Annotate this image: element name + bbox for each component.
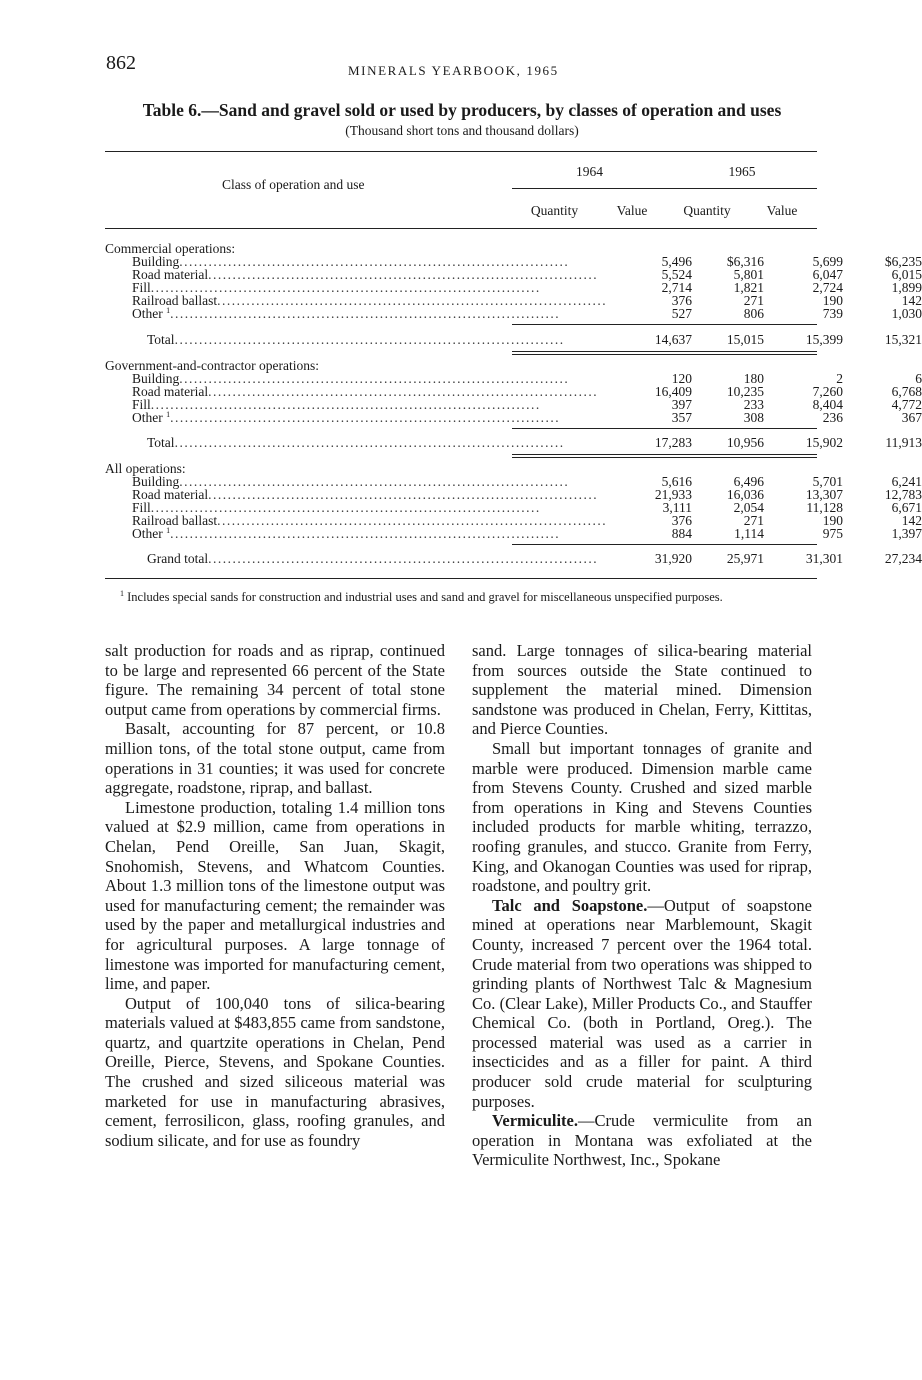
stub-header: Class of operation and use <box>222 177 365 192</box>
total-row: Total................................................................................ 17,283 10,956 15,902 11,913 <box>147 435 922 450</box>
paragraph: Basalt, accounting for 87 percent, or 10.8 million tons, of the total stone output, came from operations in 31 counties; it was used for concrete aggregate, roadstone, riprap, and ballast. <box>105 719 445 798</box>
col-header-quantity-1965: Quantity <box>683 203 731 218</box>
page-number: 862 <box>106 52 136 74</box>
paragraph: Output of 100,040 tons of silica-bearing materials valued at $483,855 came from sandstone, quartz, and quartzite operations in Chelan, Pend Oreille, Pierce, Stevens, and Spokane Counties. The crushed and sized siliceous material was marketed for use in manufacturing abrasives, cement, ferrosilicon, glass, roofing granules, and sodium silicate, and for use as foundry <box>105 993 445 1150</box>
paragraph: Small but important tonnages of granite and marble were produced. Dimension marble came from Stevens County. Crushed and sized marble from operations in King and Stevens Counties included products for marble whiting, terrazzo, roofing granules, and stucco. Granite from Ferry, King, and Okanogan Counties was used for riprap, roadstone, and poultry grit. <box>472 738 812 896</box>
body-column-right <box>472 641 812 1170</box>
table-row: Railroad ballast................................................................................ 376 271 190 142 <box>132 293 922 308</box>
total-rule <box>512 428 817 429</box>
col-header-value-1965: Value <box>766 203 798 218</box>
table-row: Building................................................................................ 5,496 $6,316 5,699 $6,235 <box>132 254 922 269</box>
year-underline <box>512 188 817 189</box>
table-row: Railroad ballast................................................................................ 376 271 190 142 <box>132 513 922 528</box>
table-row: Other $^1$................................................................................ 884 1,114 975 1,397 <box>132 526 922 541</box>
table-row: Road material................................................................................ 16,409 10,235 7,260 6,768 <box>132 384 922 399</box>
section-heading-vermiculite: Vermiculite. <box>492 1111 578 1131</box>
section-double-rule <box>512 454 817 458</box>
paragraph: sand. Large tonnages of silica-bearing material from sources outside the State continued to supplement the material mined. Dimension sandstone was produced in Chelan, Ferry, Kittitas, and Pierce Counties. <box>472 641 812 739</box>
table-row: Fill................................................................................ 2,714 1,821 2,724 1,899 <box>132 280 922 295</box>
table-subtitle: (Thousand short tons and thousand dollars) <box>345 123 579 138</box>
table-row: Other $^1$................................................................................ 357 308 236 367 <box>132 410 922 425</box>
table-row: Road material................................................................................ 5,524 5,801 6,047 6,015 <box>132 267 922 282</box>
total-rule <box>512 544 817 545</box>
table-row: Fill................................................................................ 397 233 8,404 4,772 <box>132 397 922 412</box>
table-bottom-rule <box>105 578 817 579</box>
paragraph-vermiculite: Vermiculite.—Crude vermiculite from an operation in Montana was exfoliated at the Vermiculite Northwest, Inc., Spokane <box>472 1111 812 1170</box>
section-heading-government: Government-and-contractor operations: <box>105 358 320 373</box>
paragraph: salt production for roads and as riprap, continued to be large and represented 66 percent of the State figure. The remaining 34 percent of total stone output came from operations by commercial firms. <box>105 641 445 719</box>
total-row: Total................................................................................ 14,637 15,015 15,399 15,321 <box>147 332 922 347</box>
col-header-value-1964: Value <box>616 203 648 218</box>
table-row: Road material................................................................................ 21,933 16,036 13,307 12,783 <box>132 487 922 502</box>
section-double-rule <box>512 351 817 355</box>
table-row: Other $^1$................................................................................ 527 806 739 1,030 <box>132 306 922 321</box>
paragraph: Limestone production, totaling 1.4 million tons valued at $2.9 million, came from operations in Chelan, Pend Oreille, San Juan, Skagit, Snohomish, Stevens, and Whatcom Counties. About 1.3 million tons of the limestone output was used for manufacturing cement; the remainder was used by the paper and metallurgical industries and for agricultural purposes. A large tonnage of limestone was imported for manufacturing cement, lime, and paper. <box>105 797 445 994</box>
year-header-1964: 1964 <box>576 164 603 179</box>
running-head: MINERALS YEARBOOK, 1965 <box>348 63 559 78</box>
paragraph-talc: Talc and Soapstone.—Output of soapstone mined at operations near Marblemount, Skagit County, increased 7 percent over the 1964 total. Crude material from two operations was shipped to grinding plants of Northwest Talc & Magnesium Co. (Clear Lake), Miller Products Co., and Stauffer Chemical Co. (both in Portland, Oreg.). The processed material was used as a carrier in insecticides and as a filler for paint. A third producer sold crude material for sculpturing purposes. <box>472 895 812 1111</box>
section-heading-talc: Talc and Soapstone. <box>492 895 648 915</box>
body-column-left <box>105 641 445 1150</box>
table-top-rule <box>105 151 817 152</box>
section-heading-commercial: Commercial operations: <box>105 241 236 256</box>
year-header-1965: 1965 <box>728 164 756 179</box>
table-row: Fill................................................................................ 3,111 2,054 11,128 6,671 <box>132 500 922 515</box>
section-heading-all: All operations: <box>105 461 186 476</box>
table-footnote: $^1$ Includes special sands for construction and industrial uses and sand and gravel for miscellaneous unspecified purposes. <box>120 589 723 604</box>
header-bottom-rule <box>105 228 817 229</box>
grand-total-row: Grand total................................................................................ 31,920 25,971 31,301 27,234 <box>147 551 922 566</box>
col-header-quantity-1964: Quantity <box>530 203 579 218</box>
table-row: Building................................................................................ 120 180 2 6 <box>132 371 922 386</box>
table-row: Building................................................................................ 5,616 6,496 5,701 6,241 <box>132 474 922 489</box>
total-rule <box>512 324 817 325</box>
table-title: Table 6.—Sand and gravel sold or used by producers, by classes of operation and uses <box>142 100 782 120</box>
